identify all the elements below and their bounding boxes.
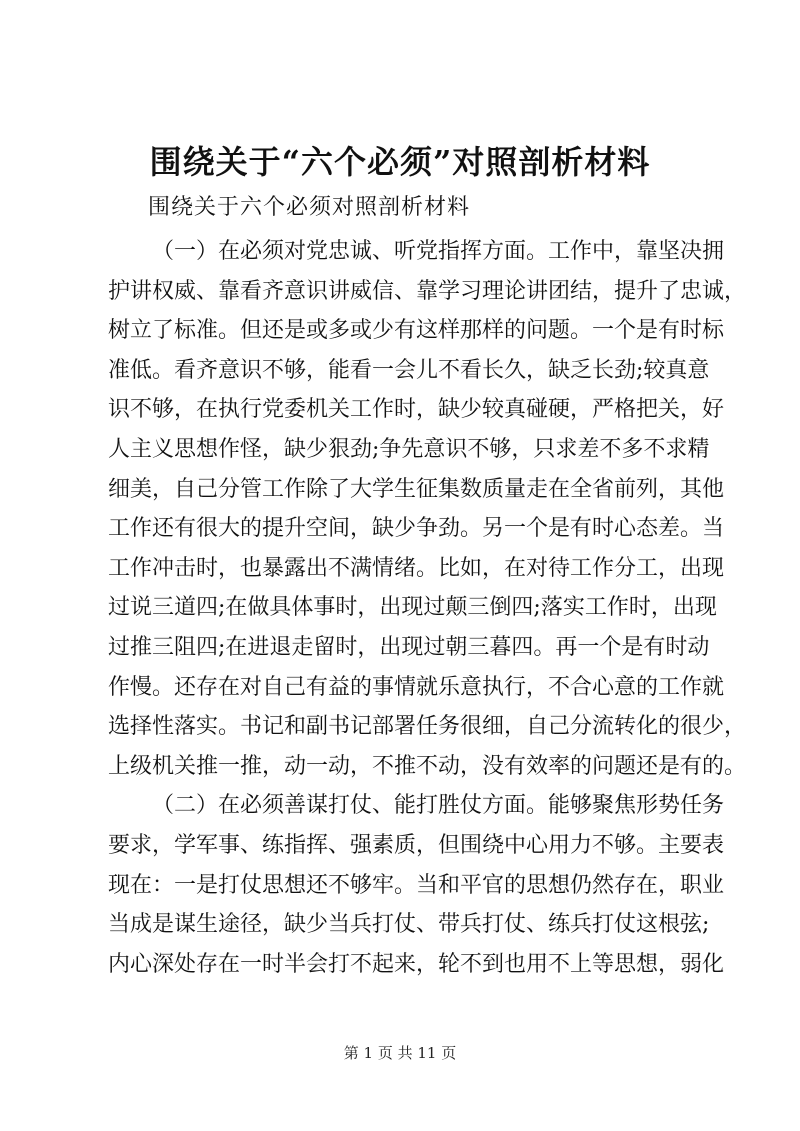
- paragraph-1-line: 树立了标准。但还是或多或少有这样那样的问题。一个是有时标: [108, 318, 725, 344]
- paragraph-1-line: 准低。看齐意识不够，能看一会儿不看长久，缺乏长劲;较真意: [108, 357, 710, 383]
- paragraph-1-line: 细美，自己分管工作除了大学生征集数质量走在全省前列，其他: [108, 476, 725, 502]
- page-number-footer: 第 1 页 共 11 页: [343, 1044, 457, 1062]
- paragraph-1-line: 上级机关推一推，动一动，不推不动，没有效率的问题还是有的。: [108, 753, 747, 779]
- paragraph-1-line: 过推三阻四;在进退走留时，出现过朝三暮四。再一个是有时动: [108, 634, 710, 660]
- paragraph-2-line: （二）在必须善谋打仗、能打胜仗方面。能够聚焦形势任务: [152, 793, 725, 819]
- paragraph-1-line: 过说三道四;在做具体事时，出现过颠三倒四;落实工作时，出现: [108, 595, 717, 621]
- paragraph-2-line: 要求，学军事、练指挥、强素质，但围绕中心用力不够。主要表: [108, 832, 725, 858]
- document-body: [108, 232, 747, 984]
- paragraph-2-line: 现在：一是打仗思想还不够牢。当和平官的思想仍然存在，职业: [108, 872, 725, 898]
- paragraph-1-line: 识不够，在执行党委机关工作时，缺少较真碰硬，严格把关，好: [108, 397, 725, 423]
- paragraph-2-line: 当成是谋生途径，缺少当兵打仗、带兵打仗、练兵打仗这根弦;: [108, 912, 710, 938]
- document-title: 围绕关于“六个必须”对照剖析材料: [149, 143, 651, 181]
- paragraph-1-line: 选择性落实。书记和副书记部署任务很细，自己分流转化的很少，: [108, 714, 747, 740]
- paragraph-2-line: 内心深处存在一时半会打不起来，轮不到也用不上等思想，弱化: [108, 951, 725, 977]
- paragraph-1-line: 人主义思想作怪，缺少狠劲;争先意识不够，只求差不多不求精: [108, 436, 710, 462]
- document-subtitle: 围绕关于六个必须对照剖析材料: [148, 195, 471, 220]
- paragraph-1-line: 护讲权威、靠看齐意识讲威信、靠学习理论讲团结，提升了忠诚，: [108, 278, 747, 304]
- paragraph-1-line: 作慢。还存在对自己有益的事情就乐意执行，不合心意的工作就: [108, 674, 725, 700]
- paragraph-1-line: （一）在必须对党忠诚、听党指挥方面。工作中，靠坚决拥: [152, 239, 725, 264]
- paragraph-1-line: 工作还有很大的提升空间，缺少争劲。另一个是有时心态差。当: [108, 516, 725, 542]
- paragraph-1-line: 工作冲击时，也暴露出不满情绪。比如，在对待工作分工，出现: [108, 555, 725, 581]
